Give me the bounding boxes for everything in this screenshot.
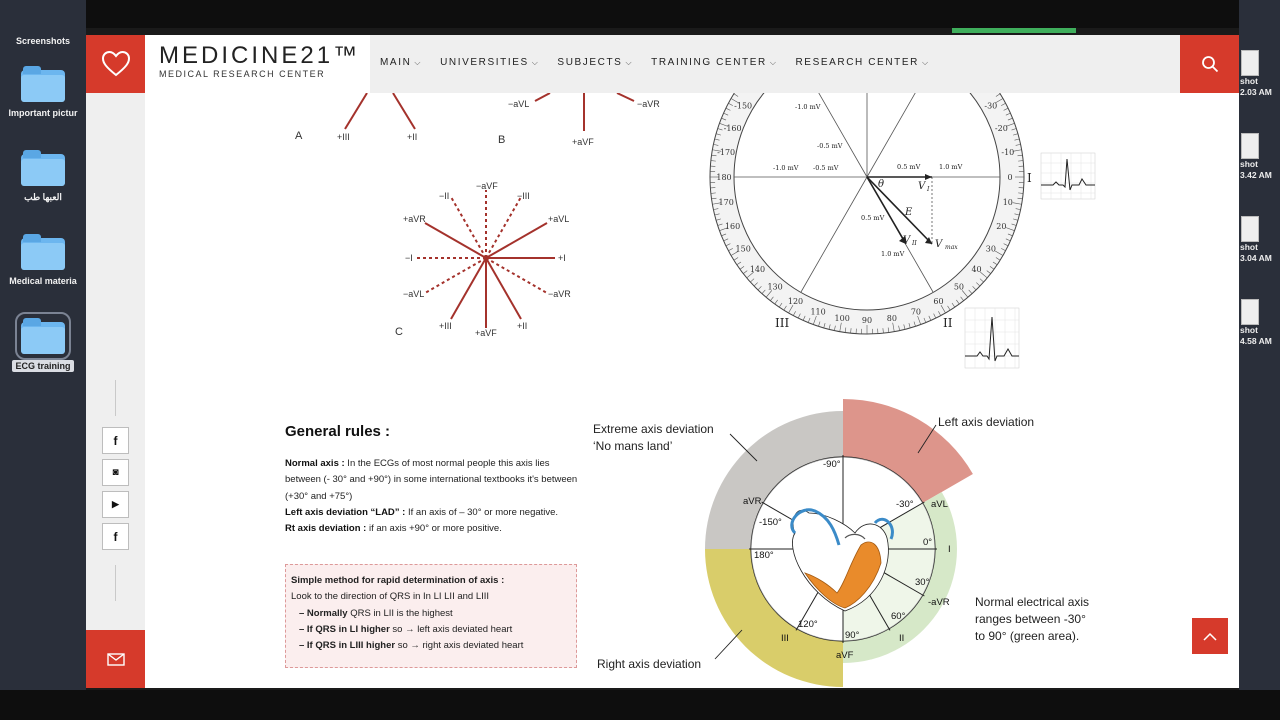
lead-label: +I	[558, 253, 566, 263]
lead-label: +II	[407, 132, 418, 142]
method-item	[291, 638, 571, 654]
protractor-label: -160	[723, 124, 742, 134]
desktop-folder-medical-material[interactable]	[0, 234, 86, 286]
panel-b-letter: B	[498, 134, 506, 146]
vector-sub: II	[912, 240, 917, 247]
protractor-label: 120	[787, 296, 804, 306]
youtube-icon[interactable]: ▶	[102, 491, 129, 518]
lead-label: +II	[517, 321, 528, 331]
lad-text: If an axis of – 30° or more negative.	[405, 506, 559, 518]
vector-label: V	[935, 239, 943, 250]
lead-label: -aVR	[928, 597, 950, 608]
lead-label: +aVL	[548, 214, 570, 224]
main-nav	[380, 57, 930, 68]
desktop-item-screenshots[interactable]	[0, 30, 86, 46]
chevron-down-icon: ⌵	[531, 57, 540, 67]
file-thumbnail-icon	[1241, 216, 1259, 242]
method-item-text: so → left axis deviated heart	[389, 623, 513, 635]
protractor-label: 130	[767, 282, 783, 292]
protractor-label: 30	[985, 244, 996, 254]
axis-deviation-wheel	[593, 399, 1089, 687]
file-label: 2.03 AM	[1240, 87, 1272, 97]
heart-icon	[101, 50, 131, 78]
chevron-down-icon: ⌵	[769, 57, 778, 67]
chevron-down-icon: ⌵	[414, 57, 423, 67]
nav-label: SUBJECTS	[557, 57, 623, 68]
screen-top-bar	[0, 0, 1280, 28]
panel-c-letter: C	[395, 326, 403, 338]
lead-label: −I	[405, 253, 413, 263]
degree-label: 60°	[891, 611, 906, 622]
desktop-right	[1239, 0, 1280, 720]
protractor-label: 80	[886, 313, 897, 323]
protractor-label: -30	[984, 101, 998, 111]
desktop-left	[0, 0, 86, 720]
nav-research-center[interactable]	[795, 57, 929, 68]
mv-label: -1.0 mV	[773, 164, 799, 172]
protractor-label: 50	[953, 282, 965, 292]
ecg-strip-lead-ii	[965, 308, 1019, 368]
folder-icon	[21, 234, 65, 270]
panel-a-letter: A	[295, 130, 303, 142]
search-button[interactable]	[1180, 35, 1239, 93]
file-label: 4.58 AM	[1240, 336, 1272, 346]
normal-axis-text: In the ECGs of most normal people this axis lies between (- 30° and +90°) in some international textbooks it's between (+30° and +75°)	[285, 458, 578, 502]
chevron-up-icon	[1203, 632, 1217, 641]
left-axis-label: Left axis deviation	[938, 415, 1035, 429]
lead-label: II	[943, 316, 953, 330]
method-item	[291, 606, 571, 622]
file-label: 3.04 AM	[1240, 253, 1272, 263]
vector-label: E	[905, 207, 913, 218]
lead-label: aVF	[836, 650, 854, 661]
search-icon	[1201, 55, 1219, 73]
rad-label: Rt axis deviation :	[285, 523, 367, 535]
degree-label: 180°	[754, 550, 774, 561]
divider	[115, 565, 116, 601]
vector-sub: I	[927, 186, 930, 193]
lead-label: +aVF	[572, 137, 594, 147]
lead-label: +III	[439, 321, 452, 331]
vector-label: V	[903, 235, 911, 246]
file-thumbnail-icon	[1241, 133, 1259, 159]
desktop-folder-arabic[interactable]	[0, 150, 86, 203]
scroll-to-top-button[interactable]	[1192, 618, 1228, 654]
protractor-label: 40	[971, 264, 982, 274]
site-header	[86, 35, 1239, 93]
method-box	[285, 564, 577, 668]
protractor-label: 160	[724, 221, 741, 231]
mv-label: -0.5 mV	[813, 164, 839, 172]
protractor-label: -170	[717, 148, 736, 158]
mv-label: 0.5 mV	[861, 214, 885, 222]
desktop-folder-ecg-training[interactable]	[0, 318, 86, 377]
protractor-label: 10	[1002, 197, 1013, 207]
desktop-item-label: Screenshots	[15, 36, 71, 46]
lead-label: I	[1027, 171, 1032, 185]
file-label: shot	[1240, 325, 1258, 335]
lead-label: −II	[439, 191, 450, 201]
general-rules-text	[285, 456, 581, 537]
vector-sub: max	[945, 244, 958, 251]
lead-label: −III	[517, 191, 530, 201]
method-intro: Look to the direction of QRS in In LI LII and LIII	[291, 591, 490, 603]
social-sidebar	[86, 93, 145, 688]
general-rules-title: General rules :	[285, 423, 391, 440]
folder-icon	[21, 318, 65, 354]
screen-bottom-bar	[0, 690, 1280, 720]
file-thumbnail-icon	[1241, 299, 1259, 325]
degree-label: 120°	[798, 619, 818, 630]
brand-subtitle: MEDICAL RESEARCH CENTER	[159, 69, 326, 79]
protractor-label: 170	[718, 197, 734, 207]
file-thumbnail-icon	[1241, 50, 1259, 76]
protractor-label: 60	[933, 296, 944, 306]
logo-button[interactable]	[86, 35, 145, 93]
extreme-axis-label: Extreme axis deviation	[593, 422, 714, 436]
mv-label: 1.0 mV	[939, 163, 963, 171]
panel-b-diagram	[498, 93, 660, 147]
method-item-bold: – Normally	[299, 607, 348, 619]
nav-subjects[interactable]	[557, 57, 633, 68]
folder-label: Medical materia	[9, 276, 77, 286]
file-label: 3.42 AM	[1240, 170, 1272, 180]
protractor-label: 100	[834, 313, 850, 323]
method-item-text: so → right axis deviated heart	[395, 640, 524, 652]
file-label: shot	[1240, 76, 1258, 86]
divider	[115, 380, 116, 416]
protractor-label: 0	[1007, 173, 1013, 182]
article-content	[145, 93, 1180, 688]
lad-label: Left axis deviation “LAD” :	[285, 506, 406, 518]
nav-training-center[interactable]	[651, 57, 777, 68]
nav-label: RESEARCH CENTER	[795, 57, 919, 68]
mv-label: 1.0 mV	[881, 250, 905, 258]
degree-label: -150°	[759, 517, 782, 528]
ecg-strip-lead-i	[1041, 153, 1095, 199]
nav-main[interactable]	[380, 57, 422, 68]
lead-label: aVL	[931, 499, 948, 510]
mail-icon	[107, 653, 125, 666]
lead-label: −aVL	[403, 289, 425, 299]
protractor-label: 110	[810, 307, 826, 317]
vector-label: V	[918, 181, 926, 192]
protractor-diagram	[710, 93, 1095, 368]
lead-label: −aVL	[508, 99, 530, 109]
instagram-icon[interactable]: ◙	[102, 459, 129, 486]
folder-icon	[21, 66, 65, 102]
lead-label: II	[899, 633, 905, 644]
method-item	[291, 622, 571, 638]
folder-label: العبها طب	[24, 192, 62, 202]
desktop-screenshot-file[interactable]	[1239, 133, 1280, 181]
desktop-screenshot-file[interactable]	[1239, 216, 1280, 264]
lead-label: +III	[337, 132, 350, 142]
rad-text: if an axis +90° or more positive.	[366, 523, 502, 535]
file-label: shot	[1240, 242, 1258, 252]
desktop-folder-important-pictures[interactable]	[0, 66, 86, 118]
normal-axis-label: Normal electrical axis	[975, 595, 1090, 609]
protractor-label: -10	[1001, 148, 1015, 158]
protractor-label: 20	[996, 221, 1007, 231]
lead-label: +aVF	[475, 328, 497, 338]
nav-label: MAIN	[380, 57, 412, 68]
desktop-screenshot-file[interactable]	[1239, 299, 1280, 347]
protractor-label: 140	[749, 264, 766, 274]
mv-label: -0.5 mV	[817, 142, 843, 150]
file-label: shot	[1240, 159, 1258, 169]
degree-label: 0°	[923, 537, 933, 548]
nav-label: UNIVERSITIES	[440, 57, 529, 68]
normal-axis-label-3: to 90° (green area).	[975, 629, 1080, 643]
nav-universities[interactable]	[440, 57, 539, 68]
protractor-label: -20	[994, 124, 1008, 134]
lead-label: III	[781, 633, 789, 644]
mail-button[interactable]	[86, 630, 145, 688]
desktop-screenshot-file[interactable]	[1239, 50, 1280, 98]
folder-label: ECG training	[12, 360, 73, 372]
folder-icon	[21, 150, 65, 186]
degree-label: -30°	[896, 499, 914, 510]
lead-label: −aVR	[637, 99, 660, 109]
lead-label: +aVR	[403, 214, 426, 224]
degree-label: 90°	[845, 630, 860, 641]
green-tab-indicator	[952, 28, 1076, 33]
degree-label: -90°	[823, 459, 841, 470]
lead-label: −aVF	[476, 181, 498, 191]
method-item-bold: – If QRS in LI higher	[299, 623, 390, 635]
brand-name: MEDICINE21™	[159, 42, 361, 69]
extreme-axis-label-2: ‘No mans land’	[593, 439, 673, 453]
lead-label: aVR	[743, 496, 762, 507]
lead-label: III	[775, 316, 790, 330]
protractor-label: -150	[734, 101, 753, 111]
right-axis-label: Right axis deviation	[597, 657, 702, 671]
method-item-bold: – If QRS in LIII higher	[299, 640, 396, 652]
facebook-icon[interactable]: f	[102, 523, 129, 550]
method-title: Simple method for rapid determination of axis :	[291, 575, 505, 586]
lead-label: I	[948, 544, 951, 555]
brand-block[interactable]	[145, 35, 370, 93]
lead-label: −aVR	[548, 289, 571, 299]
nav-label: TRAINING CENTER	[651, 57, 767, 68]
method-item-text: QRS in LII is the highest	[347, 607, 453, 619]
chevron-down-icon: ⌵	[625, 57, 634, 67]
normal-axis-label: Normal axis :	[285, 458, 345, 469]
mv-label: -1.0 mV	[795, 103, 821, 111]
protractor-label: 70	[910, 307, 922, 317]
panel-a-diagram	[295, 93, 417, 142]
protractor-label: 180	[716, 173, 732, 182]
chevron-down-icon: ⌵	[921, 57, 930, 67]
folder-label: Important pictur	[8, 108, 78, 118]
mv-label: 0.5 mV	[897, 163, 921, 171]
browser-page	[86, 35, 1239, 688]
facebook-icon[interactable]: f	[102, 427, 129, 454]
protractor-label: 90	[861, 316, 873, 325]
protractor-label: 150	[735, 244, 751, 254]
degree-label: 30°	[915, 577, 930, 588]
theta-label: θ	[878, 179, 885, 190]
panel-c-hexaxial	[395, 181, 571, 338]
normal-axis-label-2: ranges between -30°	[975, 612, 1086, 626]
